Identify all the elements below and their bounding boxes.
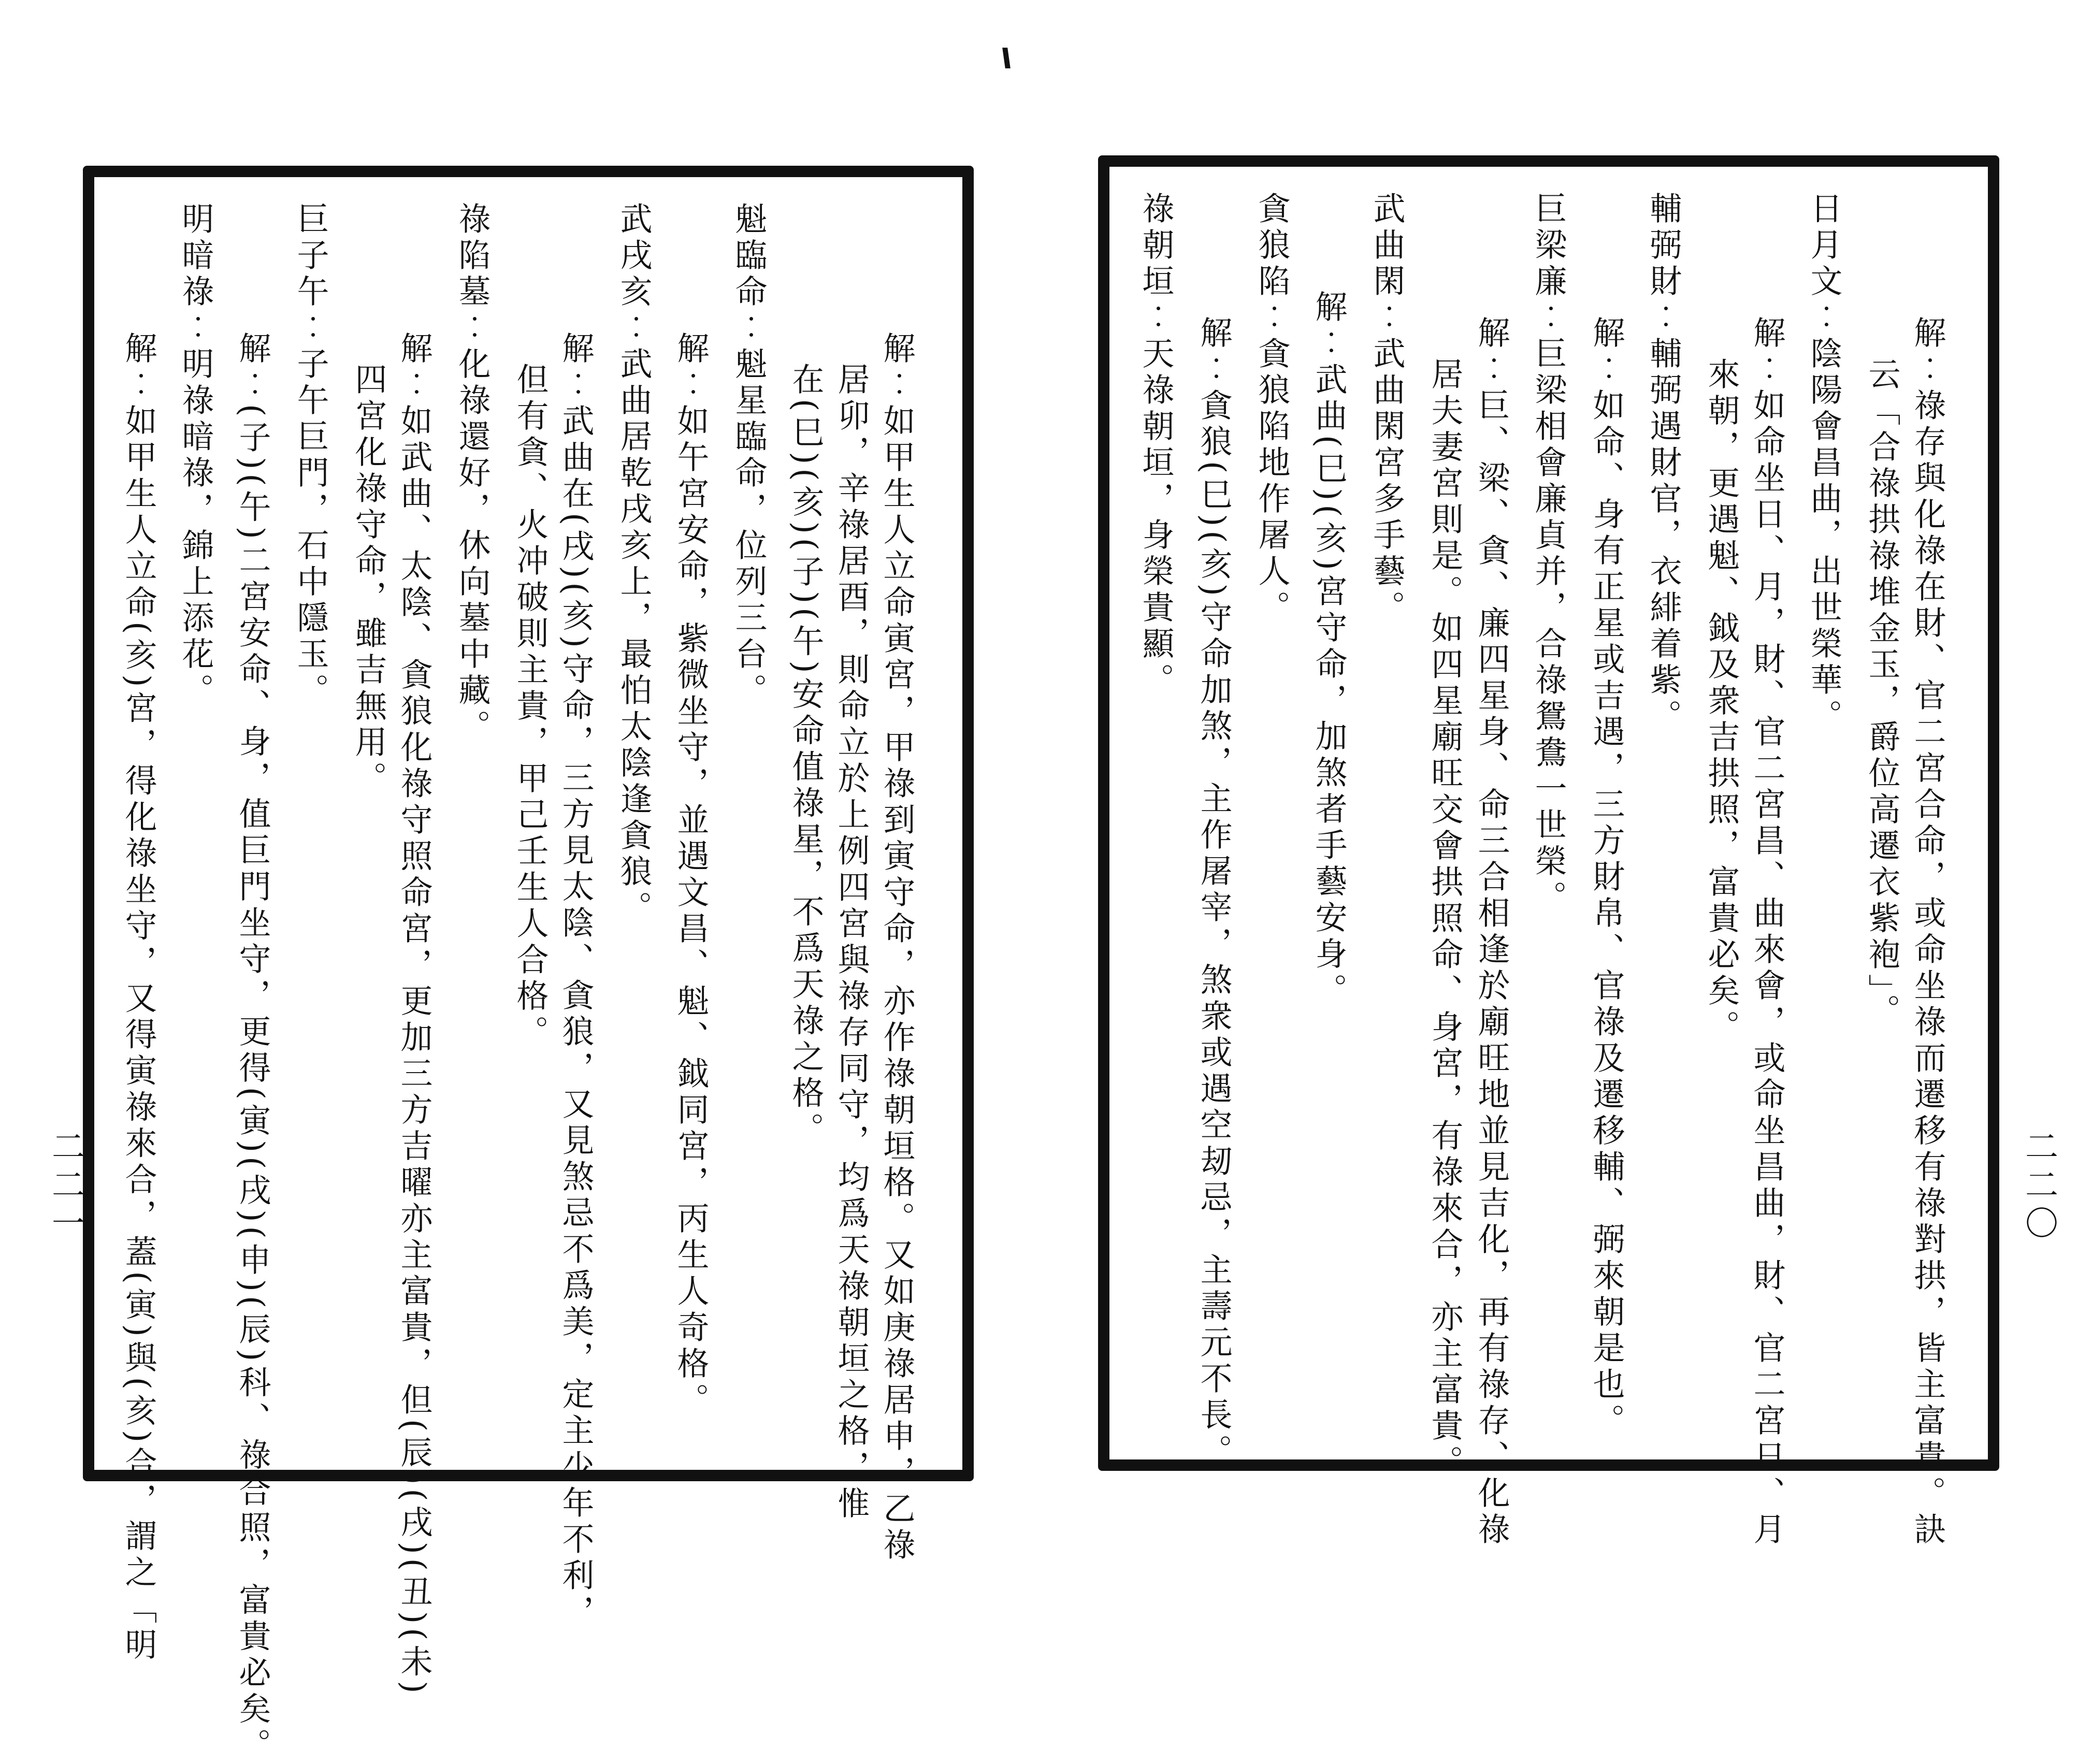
left-page-column: 武戌亥︰武曲居乾戌亥上，最怕太陰逢貪狼。 <box>615 202 653 927</box>
right-page-number: 二二〇 <box>2019 1129 2058 1244</box>
right-page-column: 巨梁廉︰巨梁相會廉貞并，合祿鴛鴦一世榮。 <box>1529 192 1567 917</box>
right-page-column: 云「合祿拱祿堆金玉，爵位高遷衣紫袍」。 <box>1863 357 1901 1030</box>
left-page-column: 明暗祿︰明祿暗祿，錦上添花。 <box>177 202 214 710</box>
right-page-column: 武曲閑︰武曲閑宮多手藝。 <box>1368 192 1406 627</box>
left-page-column: 魁臨命︰魁星臨命，位列三台。 <box>730 202 768 710</box>
right-page-column: 解︰巨、梁、貪、廉四星身、命三合相逢於廟旺地並見吉化，再有祿存、化祿 <box>1473 316 1510 1549</box>
right-page-column: 日月文︰陰陽會昌曲，出世榮華。 <box>1805 192 1843 735</box>
ink-mark <box>1002 48 1011 68</box>
right-page-column: 解︰如命坐日、月，財、官二宮昌、曲來會，或命坐昌曲，財、官二宮日、月 <box>1748 316 1786 1549</box>
right-page-column: 貪狼陷︰貪狼陷地作屠人。 <box>1253 192 1291 627</box>
right-page-column: 解︰貪狼(巳)(亥)守命加煞，主作屠宰，煞衆或遇空刼忌，主壽元不長。 <box>1195 316 1233 1470</box>
left-page-column: 在(巳)(亥)(子)(午)安命值祿星，不爲天祿之格。 <box>787 363 825 1149</box>
right-page-column: 解︰祿存與化祿在財、官二宮合命，或命坐祿而遷移有祿對拱，皆主富貴。訣 <box>1909 316 1946 1549</box>
right-page-column: 居夫妻宮則是。如四星廟旺交會拱照命、身宮，有祿來合，亦主富貴。 <box>1426 357 1464 1481</box>
right-page-column: 來朝，更遇魁、鉞及衆吉拱照，富貴必矣。 <box>1702 357 1740 1046</box>
left-page-number: 二二一 <box>46 1129 84 1244</box>
left-page-column: 解︰如午宮安命，紫微坐守，並遇文昌、魁、鉞同宮，丙生人奇格。 <box>672 331 710 1419</box>
left-page-column: 祿陷墓︰化祿還好，休向墓中藏。 <box>453 202 491 746</box>
left-page-column: 解︰如甲生人立命寅宮，甲祿到寅守命，亦作祿朝垣格。又如庚祿居申，乙祿 <box>878 331 916 1564</box>
right-page-column: 輔弼財︰輔弼遇財官，衣緋着紫。 <box>1644 192 1682 735</box>
left-page-column: 但有貪、火冲破則主貴，甲己壬生人合格。 <box>511 363 549 1051</box>
left-page-column: 四宮化祿守命，雖吉無用。 <box>350 363 387 798</box>
left-page-column: 巨子午︰子午巨門，石中隱玉。 <box>292 202 329 710</box>
left-page-column: 解︰武曲在(戌)(亥)守命，三方見太陰、貪狼，又見煞忌不爲美，定主少年不利， <box>557 331 595 1631</box>
right-page-column: 祿朝垣︰天祿朝垣，身榮貴顯。 <box>1137 192 1175 699</box>
right-page-column: 解︰武曲(巳)(亥)宮守命，加煞者手藝安身。 <box>1310 290 1348 1009</box>
left-page-column: 解︰如甲生人立命(亥)宮，得化祿坐守，又得寅祿來合，蓋(寅)與(亥)合，謂之「明 <box>120 331 157 1665</box>
left-page-column: 解︰如武曲、太陰、貪狼化祿守照命宮，更加三方吉曜亦主富貴，但(辰)(戌)(丑)(未) <box>395 331 433 1698</box>
right-page-column: 解︰如命、身有正星或吉遇，三方財帛、官祿及遷移輔、弼來朝是也。 <box>1588 316 1625 1440</box>
left-page-column: 居卯，辛祿居酉，則命立於上例四宮與祿存同守，均爲天祿朝垣之格，惟 <box>832 363 870 1523</box>
left-page-column: 解︰(子)(午)二宮安命、身，值巨門坐守，更得(寅)(戌)(申)(辰)科、祿合照，富貴必矣。 <box>234 331 271 1764</box>
